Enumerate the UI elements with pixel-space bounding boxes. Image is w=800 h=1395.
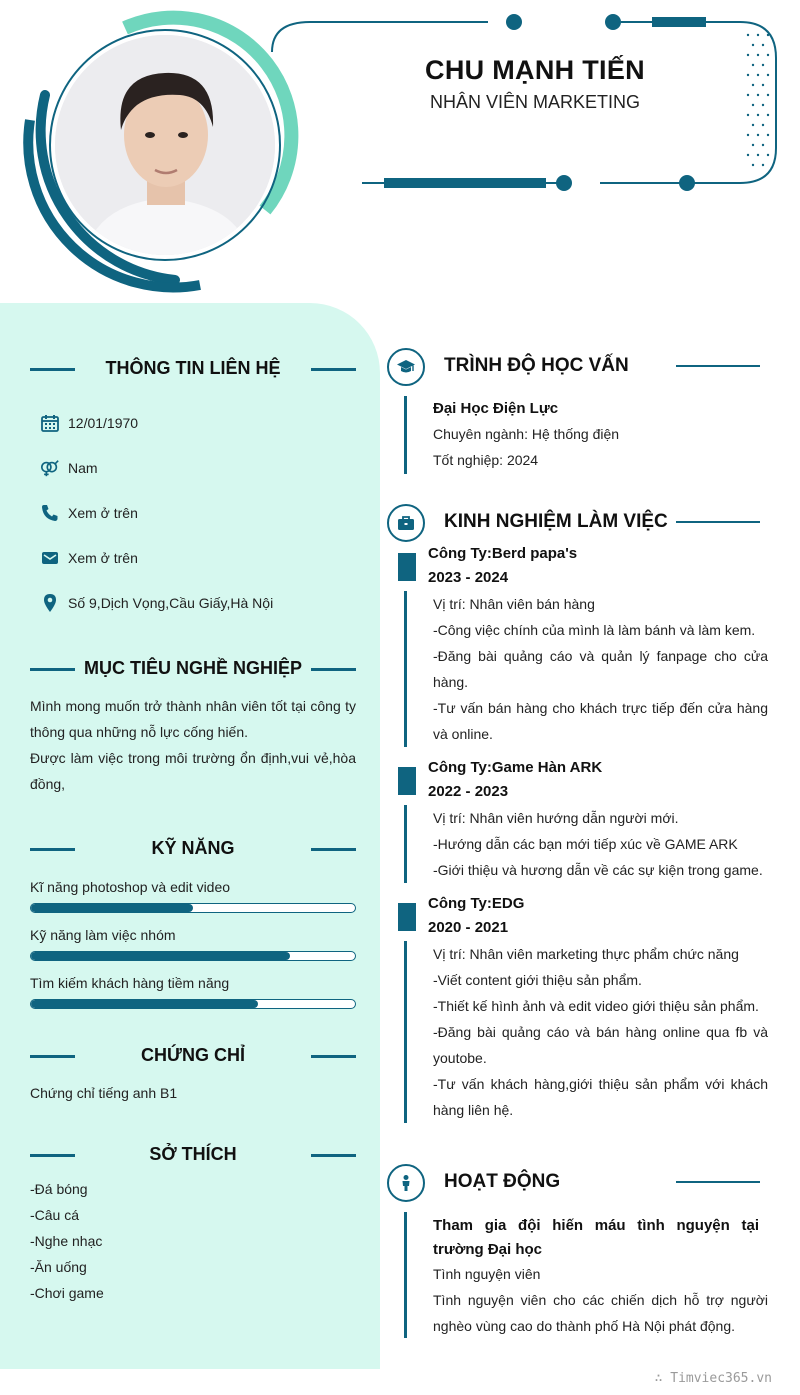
contact-phone: Xem ở trên [38, 502, 138, 524]
phone-icon [38, 502, 62, 524]
experience-title: KINH NGHIỆM LÀM VIỆC [444, 511, 668, 532]
skill-label: Kỹ năng làm việc nhóm [30, 927, 176, 943]
skill-bar-fill [31, 1000, 258, 1008]
activities-icon-wrap [387, 1164, 425, 1202]
bar-top [652, 17, 706, 27]
right-bracket [740, 22, 776, 183]
dot-pattern [747, 34, 769, 166]
job-company: Công Ty:Berd papa's [428, 545, 578, 562]
job-company: Công Ty:EDG [428, 895, 525, 912]
job-details: Vị trí: Nhân viên marketing thực phẩm chức năng -Viết content giới thiệu sản phẩm. -Thiết kế hình ảnh và edit video giới thiệu sản phẩm. -Đăng bài quảng cáo và bán hàng online qua fb và youtobe. -Tư vấn khách hàng,giới thiệu sản phẩm với khách hàng liên hệ. [433, 946, 768, 1118]
education-icon-wrap [387, 348, 425, 386]
activity-name: Tham gia đội hiến máu tình nguyện tại trường Đại học [433, 1217, 759, 1258]
job-period: 2020 - 2021 [428, 919, 509, 936]
skill-bar [30, 951, 356, 961]
gender-icon [38, 457, 62, 479]
dot-3 [556, 175, 572, 191]
top-line-left [272, 22, 488, 52]
activity-description: Tình nguyện viên cho các chiến dịch hỗ trợ người nghèo vùng cao do thành phố Hà Nội phát động. [433, 1292, 768, 1334]
skill-bar [30, 999, 356, 1009]
dot-1 [506, 14, 522, 30]
hobby-item: -Chơi game [30, 1285, 104, 1301]
email-icon [38, 547, 62, 569]
dot-2 [605, 14, 621, 30]
dot-4 [679, 175, 695, 191]
contact-title: THÔNG TIN LIÊN HỆ [105, 358, 281, 378]
job-company: Công Ty:Game Hàn ARK [428, 759, 603, 776]
location-icon [38, 592, 62, 614]
skill-bar [30, 903, 356, 913]
contact-gender: Nam [38, 457, 98, 479]
hobby-item: -Nghe nhạc [30, 1233, 103, 1249]
skill-bar-fill [31, 904, 193, 912]
skill-label: Tìm kiếm khách hàng tiềm năng [30, 975, 230, 991]
hobby-item: -Câu cá [30, 1207, 80, 1223]
contact-email: Xem ở trên [38, 547, 138, 569]
certificates-title: CHỨNG CHỈ [141, 1045, 245, 1065]
objective-title: MỤC TIÊU NGHỀ NGHIỆP [83, 658, 302, 678]
calendar-icon [38, 412, 62, 434]
bar-bottom [384, 178, 546, 188]
skill-bar-fill [31, 952, 290, 960]
skill-label: Kĩ năng photoshop và edit video [30, 879, 231, 895]
activity-role: Tình nguyện viên [433, 1266, 541, 1282]
job-details: Vị trí: Nhân viên bán hàng -Công việc chính của mình là làm bánh và làm kem. -Đăng bài quảng cáo và quản lý fanpage cho cửa hàng. -Tư vấn bán hàng cho khách trực tiếp đến cửa hàng và online. [433, 596, 768, 742]
objective-text: Mình mong muốn trở thành nhân viên tốt tại công ty thông qua những nỗ lực cống hiến. Được làm việc trong môi trường ổn định,vui vẻ,hòa đồng, [30, 698, 356, 792]
candidate-role: NHÂN VIÊN MARKETING [429, 92, 641, 112]
skills-title: KỸ NĂNG [151, 838, 235, 858]
certificate-item: Chứng chỉ tiếng anh B1 [30, 1085, 178, 1101]
job-period: 2023 - 2024 [428, 569, 509, 586]
job-details: Vị trí: Nhân viên hướng dẫn người mới. -Hướng dẫn các bạn mới tiếp xúc về GAME ARK -Giới thiệu và hương dẫn về các sự kiện trong game. [433, 810, 763, 878]
hobby-item: -Ăn uống [30, 1259, 87, 1275]
hobbies-title: SỞ THÍCH [149, 1144, 237, 1164]
job-period: 2022 - 2023 [428, 783, 509, 800]
contact-address: Số 9,Dịch Vọng,Cầu Giấy,Hà Nội [38, 592, 273, 614]
education-school: Đại Học Điện Lực [433, 400, 559, 417]
activities-title: HOẠT ĐỘNG [444, 1171, 561, 1192]
education-major: Chuyên ngành: Hệ thống điện [433, 426, 620, 442]
watermark: ∴ Timviec365.vn [654, 1371, 772, 1386]
profile-photo [55, 35, 275, 255]
hobby-item: -Đá bóng [30, 1181, 88, 1197]
person-icon [396, 1173, 416, 1193]
graduation-cap-icon [396, 357, 416, 377]
briefcase-icon [396, 513, 416, 533]
contact-birthday: 12/01/1970 [38, 412, 138, 434]
experience-icon-wrap [387, 504, 425, 542]
education-graduation: Tốt nghiệp: 2024 [433, 452, 539, 468]
education-title: TRÌNH ĐỘ HỌC VẤN [444, 355, 629, 376]
candidate-name: CHU MẠNH TIẾN [425, 55, 645, 85]
